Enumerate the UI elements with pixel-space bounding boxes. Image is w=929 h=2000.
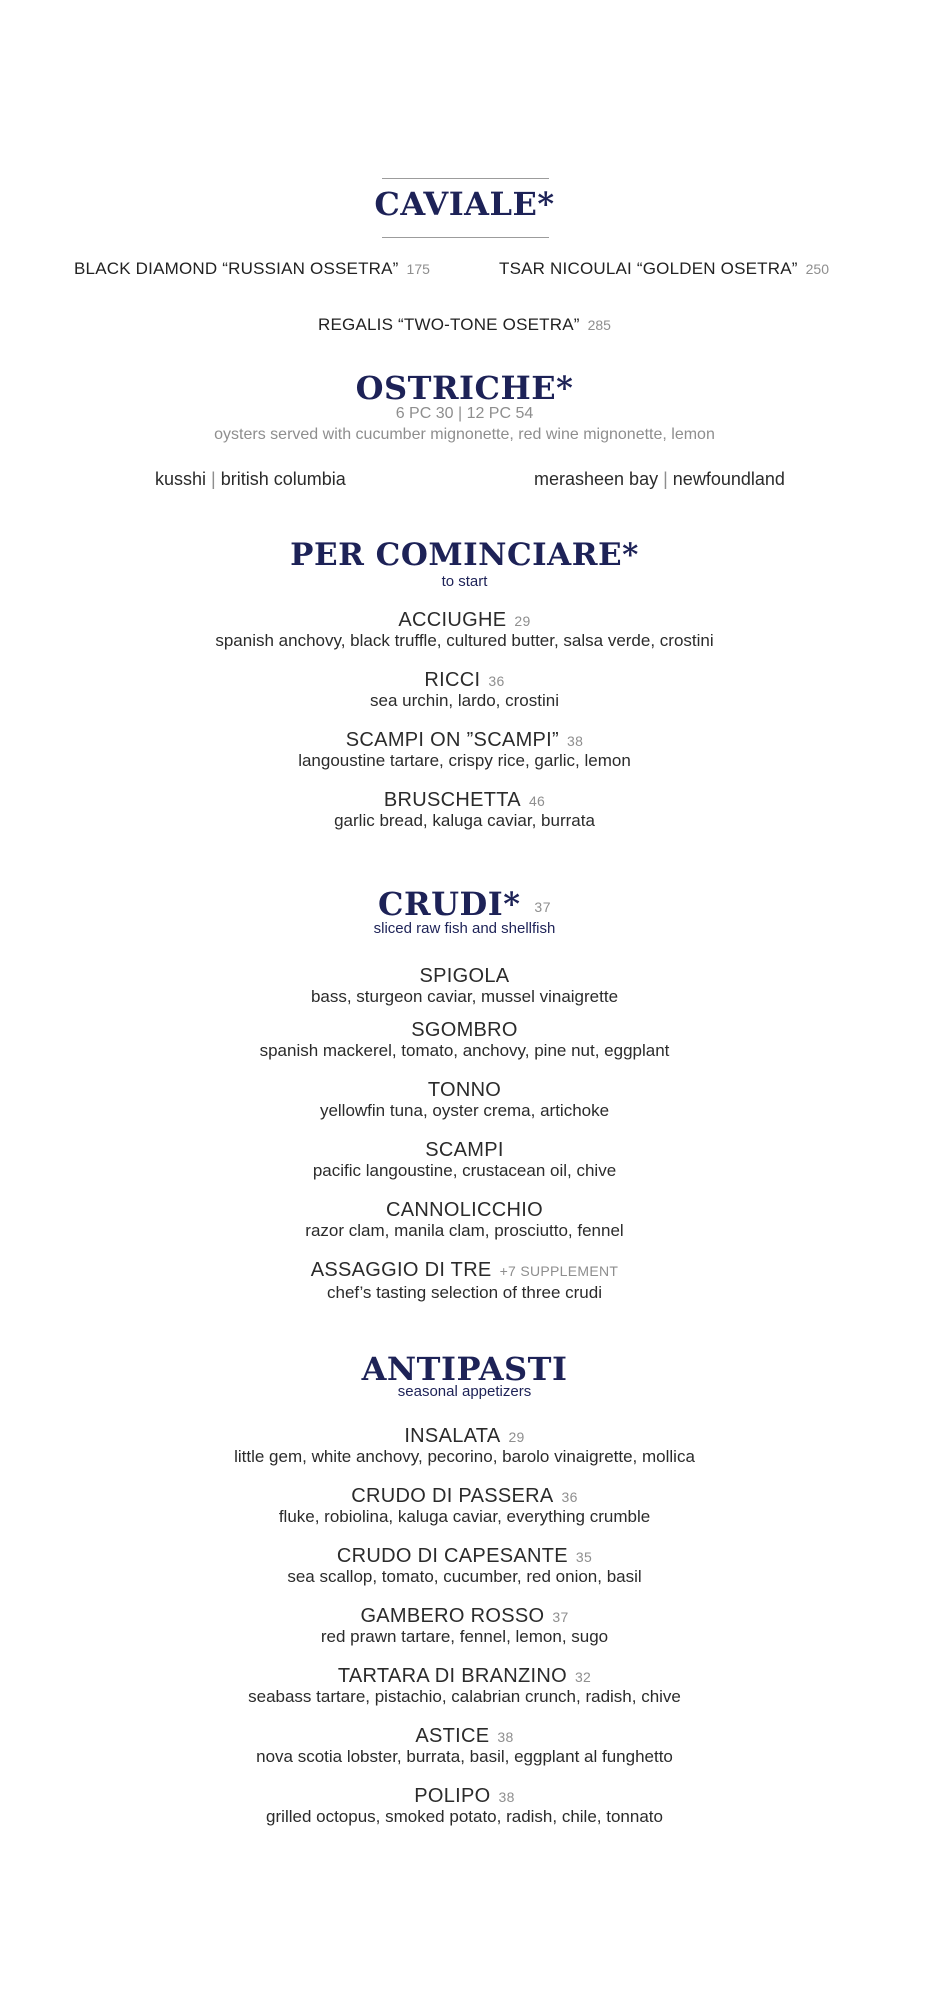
oyster-variety	[155, 470, 346, 488]
menu-item-name: ASSAGGIO DI TRE +7 SUPPLEMENT	[310, 1259, 619, 1281]
menu-item-price: 46	[528, 793, 546, 809]
menu-item-price: 37	[552, 1609, 569, 1625]
menu-item-price: 36	[488, 673, 505, 689]
menu-item-desc: garlic bread, kaluga caviar, burrata	[334, 811, 595, 830]
caviar-name: TSAR NICOULAI “GOLDEN OSETRA”	[499, 259, 798, 278]
menu-item-name: ACCIUGHE 29	[398, 609, 531, 631]
menu-item-desc: grilled octopus, smoked potato, radish, chile, tonnato	[266, 1807, 663, 1826]
menu-item-name: CRUDO DI PASSERA 36	[351, 1485, 578, 1507]
menu-item-price: 29	[508, 1429, 525, 1445]
menu-item-desc: razor clam, manila clam, prosciutto, fennel	[305, 1221, 624, 1240]
supplement-label: +7 SUPPLEMENT	[499, 1263, 619, 1279]
menu-item-name: SCAMPI	[425, 1139, 504, 1161]
menu-item-name: SCAMPI ON ”SCAMPI” 38	[345, 729, 584, 751]
menu-item-price: 35	[575, 1549, 593, 1565]
separator: |	[663, 469, 668, 489]
menu-item-desc: spanish anchovy, black truffle, cultured butter, salsa verde, crostini	[215, 631, 714, 650]
per-cominciare-title: PER COMINCIARE*	[290, 537, 639, 573]
menu-item-name: GAMBERO ROSSO 37	[360, 1605, 569, 1627]
separator: |	[211, 469, 216, 489]
menu-item-name: CANNOLICCHIO	[386, 1199, 543, 1221]
menu-item-price: 29	[514, 613, 531, 629]
menu-item-desc: sea urchin, lardo, crostini	[370, 691, 559, 710]
caviar-price: 250	[805, 261, 829, 277]
menu-item-price: 32	[574, 1669, 592, 1685]
menu-item-desc: little gem, white anchovy, pecorino, barolo vinaigrette, mollica	[234, 1447, 695, 1466]
crudi-price: 37	[534, 898, 551, 915]
oyster-variety	[534, 470, 785, 488]
menu-item-name: RICCI 36	[424, 669, 505, 691]
caviar-price: 285	[587, 317, 611, 333]
menu-item-name: SGOMBRO	[411, 1019, 518, 1041]
oyster-pricing: 6 PC 30 | 12 PC 54	[395, 405, 534, 422]
menu-item-desc: sea scallop, tomato, cucumber, red onion, basil	[287, 1567, 642, 1586]
caviar-price: 175	[406, 261, 430, 277]
menu-item-name: CRUDO DI CAPESANTE 35	[336, 1545, 593, 1567]
ostriche-title: OSTRICHE*	[355, 369, 574, 407]
menu-item-desc: red prawn tartare, fennel, lemon, sugo	[320, 1627, 609, 1646]
menu-item-name: POLIPO 38	[414, 1785, 515, 1807]
antipasti-title: ANTIPASTI	[361, 1350, 568, 1388]
crudi-title: CRUDI*	[378, 885, 521, 923]
oyster-name: kusshi	[155, 469, 207, 489]
menu-item-desc: yellowfin tuna, oyster crema, artichoke	[319, 1101, 610, 1120]
per-cominciare-subtitle: to start	[441, 573, 488, 590]
menu-item-name: INSALATA 29	[404, 1425, 525, 1447]
menu-item-name: SPIGOLA	[419, 965, 510, 987]
menu-item-price: 38	[497, 1729, 514, 1745]
oyster-region: newfoundland	[672, 469, 785, 489]
caviar-item	[499, 260, 829, 278]
antipasti-subtitle: seasonal appetizers	[397, 1383, 532, 1400]
menu-item-price: 36	[561, 1489, 578, 1505]
menu-item-desc: spanish mackerel, tomato, anchovy, pine nut, eggplant	[259, 1041, 670, 1060]
caviar-name: BLACK DIAMOND “RUSSIAN OSSETRA”	[74, 259, 399, 278]
oyster-region: british columbia	[220, 469, 346, 489]
menu-item-name: TONNO	[427, 1079, 502, 1101]
menu-item-name: ASTICE 38	[415, 1725, 514, 1747]
caviale-bottom-rule	[382, 237, 549, 238]
menu-item-desc: bass, sturgeon caviar, mussel vinaigrette	[310, 987, 619, 1006]
menu-item-price: 38	[498, 1789, 515, 1805]
crudi-title-row	[0, 885, 929, 923]
menu-item-desc: fluke, robiolina, kaluga caviar, everything crumble	[278, 1507, 651, 1526]
menu-item-name: TARTARA DI BRANZINO 32	[337, 1665, 592, 1687]
menu-item-desc: pacific langoustine, crustacean oil, chive	[312, 1161, 617, 1180]
menu-item-desc: nova scotia lobster, burrata, basil, eggplant al funghetto	[256, 1747, 673, 1766]
oyster-note: oysters served with cucumber mignonette, red wine mignonette, lemon	[214, 426, 715, 443]
caviale-top-rule	[382, 178, 549, 179]
crudi-subtitle: sliced raw fish and shellfish	[373, 920, 556, 937]
caviar-name: REGALIS “TWO-TONE OSETRA”	[318, 315, 580, 334]
menu-item-price: 38	[567, 733, 584, 749]
caviale-title: CAVIALE*	[374, 185, 555, 223]
menu-item-desc: seabass tartare, pistachio, calabrian crunch, radish, chive	[248, 1687, 681, 1706]
oyster-name: merasheen bay	[534, 469, 659, 489]
menu-item-desc: langoustine tartare, crispy rice, garlic, lemon	[298, 751, 631, 770]
menu-item-name: BRUSCHETTA 46	[383, 789, 546, 811]
menu-item-desc: chef’s tasting selection of three crudi	[327, 1283, 602, 1302]
caviar-item	[74, 260, 430, 278]
caviar-item	[0, 316, 929, 334]
